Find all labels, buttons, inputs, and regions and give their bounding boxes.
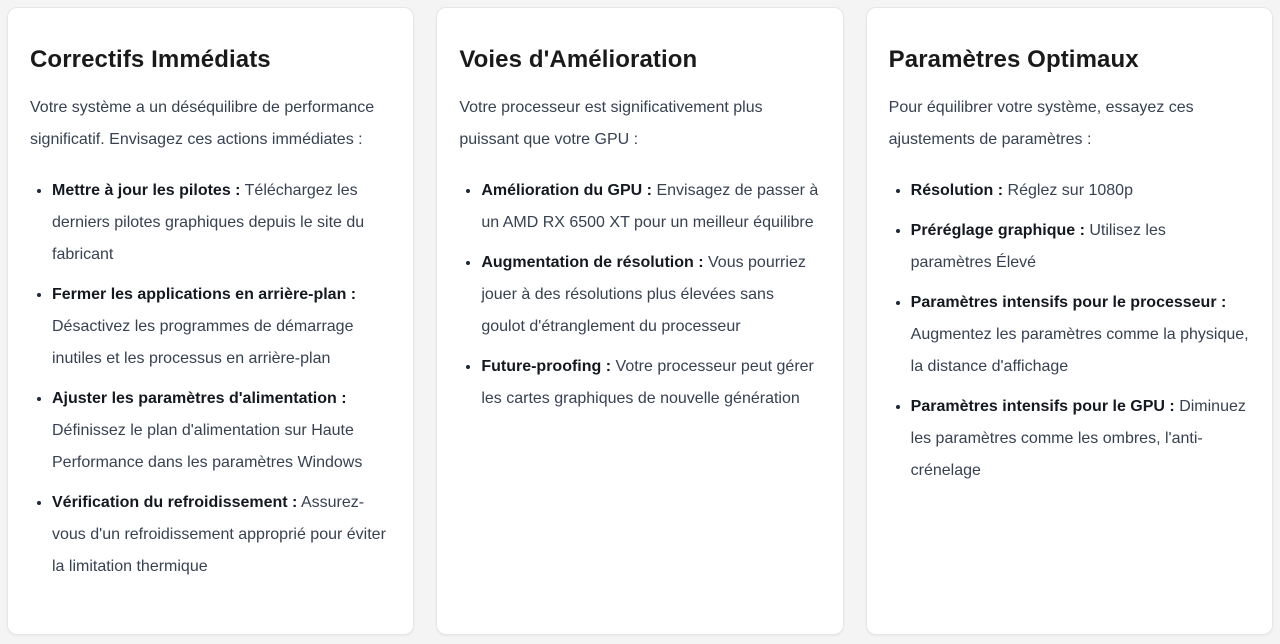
item-text: Utilisez les paramètres Élevé	[910, 222, 1166, 272]
list-item	[911, 391, 1250, 487]
card-title: Correctifs Immédiats	[30, 46, 271, 73]
item-label: Mettre à jour les pilotes :	[52, 182, 241, 200]
item-text: Vous pourriez jouer à des résolutions plus élevées sans goulot d'étranglement du processeur	[481, 254, 806, 336]
item-text: Définissez le plan d'alimentation sur Haute Performance dans les paramètres Windows	[52, 422, 363, 472]
item-text: Assurez-vous d'un refroidissement approprié pour éviter la limitation thermique	[52, 494, 386, 576]
recommendation-list	[889, 175, 1250, 487]
item-text: Votre processeur peut gérer les cartes graphiques de nouvelle génération	[481, 358, 814, 408]
list-item	[911, 175, 1250, 207]
card-optimal-settings	[866, 7, 1273, 635]
card-intro: Votre processeur est significativement plus puissant que votre GPU :	[459, 99, 763, 149]
card-title: Voies d'Amélioration	[459, 46, 698, 73]
item-text: Envisagez de passer à un AMD RX 6500 XT pour un meilleur équilibre	[481, 182, 819, 232]
item-label: Préréglage graphique :	[910, 222, 1085, 240]
list-item	[911, 215, 1250, 279]
item-text: Diminuez les paramètres comme les ombres, l'anti-crénelage	[910, 398, 1246, 480]
card-intro: Votre système a un déséquilibre de performance significatif. Envisagez ces actions immédiates :	[30, 99, 375, 149]
list-item	[52, 279, 391, 375]
list-item	[52, 175, 391, 271]
item-label: Fermer les applications en arrière-plan :	[52, 286, 357, 304]
list-item	[481, 247, 820, 343]
item-label: Résolution :	[910, 182, 1004, 200]
item-label: Paramètres intensifs pour le GPU :	[910, 398, 1175, 416]
list-item	[481, 351, 820, 415]
item-label: Amélioration du GPU :	[481, 182, 652, 200]
card-title: Paramètres Optimaux	[888, 46, 1139, 73]
item-label: Vérification du refroidissement :	[52, 494, 298, 512]
recommendation-list	[30, 175, 391, 583]
list-item	[911, 287, 1250, 383]
item-text: Augmentez les paramètres comme la physique, la distance d'affichage	[910, 326, 1249, 376]
item-text: Désactivez les programmes de démarrage inutiles et les processus en arrière-plan	[52, 318, 354, 368]
card-immediate-fixes	[7, 7, 414, 635]
card-upgrade-paths	[436, 7, 843, 635]
recommendation-list	[459, 175, 820, 415]
card-intro: Pour équilibrer votre système, essayez ces ajustements de paramètres :	[888, 99, 1194, 149]
list-item	[481, 175, 820, 239]
item-text: Réglez sur 1080p	[1007, 182, 1133, 200]
item-label: Augmentation de résolution :	[481, 254, 704, 272]
item-label: Paramètres intensifs pour le processeur :	[910, 294, 1227, 312]
item-label: Ajuster les paramètres d'alimentation :	[52, 390, 347, 408]
list-item	[52, 383, 391, 479]
list-item	[52, 487, 391, 583]
item-label: Future-proofing :	[481, 358, 612, 376]
item-text: Téléchargez les derniers pilotes graphiques depuis le site du fabricant	[52, 182, 365, 264]
